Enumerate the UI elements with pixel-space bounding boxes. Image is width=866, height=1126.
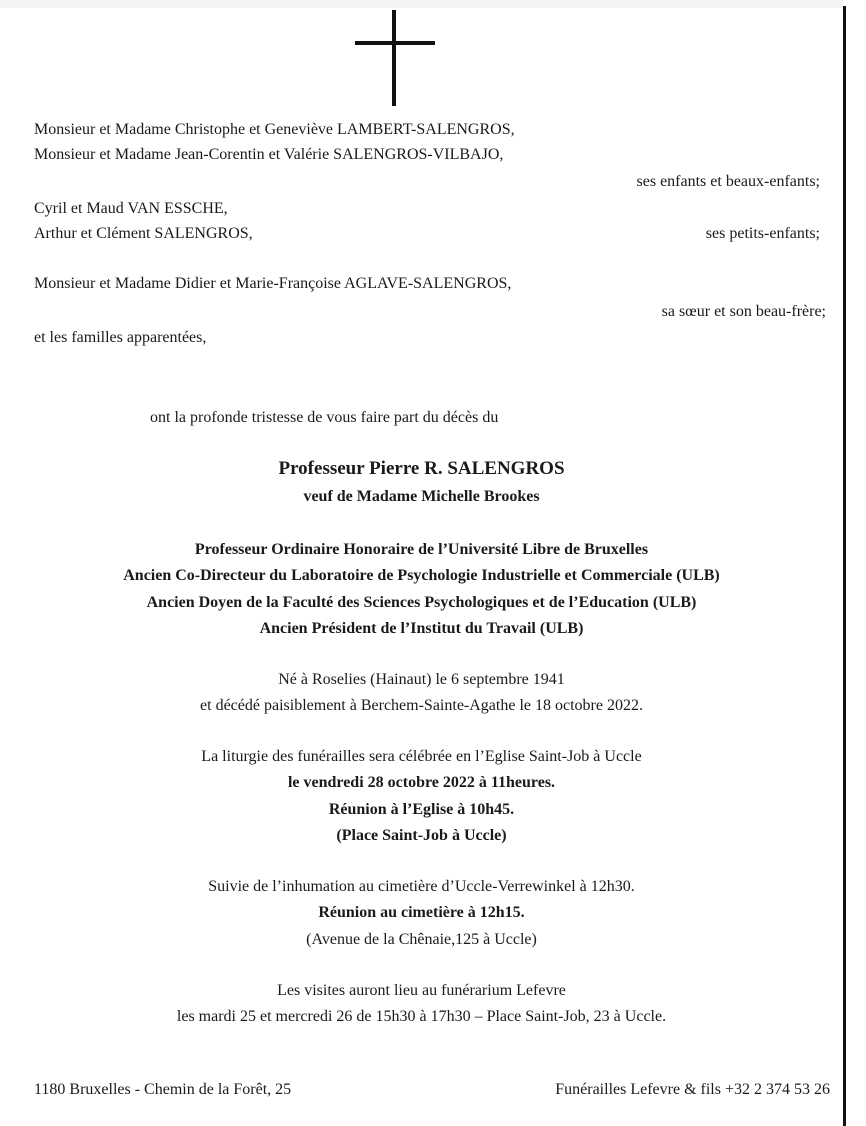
family-line: et les familles apparentées, <box>34 329 207 346</box>
top-edge <box>0 0 843 8</box>
visits-schedule: les mardi 25 et mercredi 26 de 15h30 à 17h30 – Place Saint-Job, 23 à Uccle. <box>176 1008 667 1025</box>
deceased-title: Professeur Ordinaire Honoraire de l’Université Libre de Bruxelles <box>194 541 649 558</box>
page-border-right <box>843 6 846 1126</box>
funeral-liturgy: La liturgie des funérailles sera célébrée en l’Eglise Saint-Job à Uccle <box>201 748 642 765</box>
burial-info: Suivie de l’inhumation au cimetière d’Uccle-Verrewinkel à 12h30. <box>208 878 635 895</box>
family-line: Monsieur et Madame Jean-Corentin et Valérie SALENGROS-VILBAJO, <box>34 146 504 163</box>
family-line: Monsieur et Madame Christophe et Geneviève LAMBERT-SALENGROS, <box>34 121 515 138</box>
deceased-title: Ancien Co-Directeur du Laboratoire de Psychologie Industrielle et Commerciale (ULB) <box>123 567 720 584</box>
family-role: sa sœur et son beau-frère; <box>661 303 826 320</box>
deceased-spouse: veuf de Madame Michelle Brookes <box>303 488 540 505</box>
cross-icon <box>355 10 435 106</box>
deceased-title: Ancien Doyen de la Faculté des Sciences Psychologiques et de l’Education (ULB) <box>146 594 697 611</box>
family-line: Cyril et Maud VAN ESSCHE, <box>34 200 228 217</box>
burial-address: (Avenue de la Chênaie,125 à Uccle) <box>306 931 537 948</box>
funeral-meeting: Réunion à l’Eglise à 10h45. <box>328 801 515 818</box>
burial-meeting: Réunion au cimetière à 12h15. <box>318 904 525 921</box>
announcement: ont la profonde tristesse de vous faire part du décès du <box>150 409 499 426</box>
family-line: Monsieur et Madame Didier et Marie-Françoise AGLAVE-SALENGROS, <box>34 275 512 292</box>
deceased-name: Professeur Pierre R. SALENGROS <box>278 458 565 479</box>
family-line: Arthur et Clément SALENGROS, <box>34 225 253 242</box>
birth-info: Né à Roselies (Hainaut) le 6 septembre 1941 <box>278 671 565 688</box>
footer-company: Funérailles Lefevre & fils +32 2 374 53 26 <box>555 1081 830 1098</box>
death-info: et décédé paisiblement à Berchem-Sainte-Agathe le 18 octobre 2022. <box>200 697 643 714</box>
family-role: ses petits-enfants; <box>705 225 820 242</box>
family-role: ses enfants et beaux-enfants; <box>636 173 820 190</box>
footer-address: 1180 Bruxelles - Chemin de la Forêt, 25 <box>34 1081 292 1098</box>
funeral-date: le vendredi 28 octobre 2022 à 11heures. <box>287 774 556 791</box>
deceased-title: Ancien Président de l’Institut du Travail (ULB) <box>259 620 584 637</box>
visits-info: Les visites auront lieu au funérarium Lefevre <box>277 982 566 999</box>
funeral-place: (Place Saint-Job à Uccle) <box>336 827 507 844</box>
